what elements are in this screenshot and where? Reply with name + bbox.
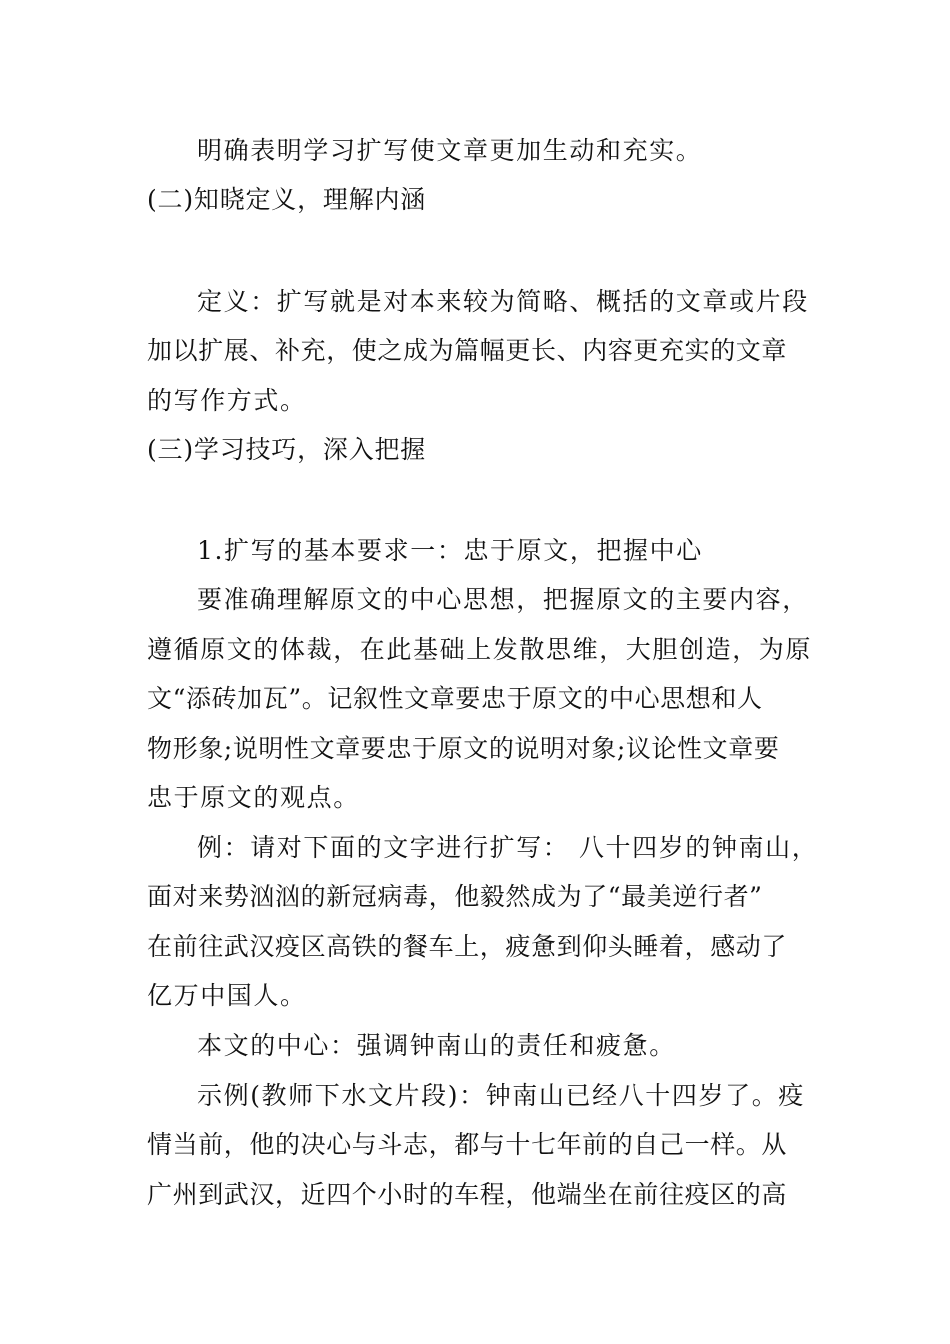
requirement-heading: 1.扩写的基本要求一：忠于原文，把握中心 xyxy=(197,536,703,565)
section-heading-definition: (二)知晓定义，理解内涵 xyxy=(147,185,427,214)
center-statement: 本文的中心：强调钟南山的责任和疲惫。 xyxy=(197,1031,676,1060)
section-heading-techniques: (三)学习技巧，深入把握 xyxy=(147,435,427,464)
requirement-line-1: 要准确理解原文的中心思想，把握原文的主要内容， xyxy=(197,585,809,614)
requirement-line-4: 物形象;说明性文章要忠于原文的说明对象;议论性文章要 xyxy=(147,734,780,763)
sample-line-2: 情当前，他的决心与斗志，都与十七年前的自己一样。从 xyxy=(147,1130,788,1159)
definition-line-2: 加以扩展、补充，使之成为篇幅更长、内容更充实的文章 xyxy=(147,336,788,365)
example-line-3: 在前往武汉疫区高铁的餐车上，疲惫到仰头睡着，感动了 xyxy=(147,932,788,961)
example-line-4: 亿万中国人。 xyxy=(147,981,307,1010)
requirement-line-5: 忠于原文的观点。 xyxy=(147,783,360,812)
definition-line-3: 的写作方式。 xyxy=(147,386,307,415)
text-line-purpose: 明确表明学习扩写使文章更加生动和充实。 xyxy=(197,136,703,165)
example-line-2: 面对来势汹汹的新冠病毒，他毅然成为了“最美逆行者” xyxy=(147,882,763,911)
example-line-1: 例：请对下面的文字进行扩写： 八十四岁的钟南山， xyxy=(197,833,819,862)
requirement-line-3: 文“添砖加瓦”。记叙性文章要忠于原文的中心思想和人 xyxy=(147,684,763,713)
sample-line-1: 示例(教师下水文片段)：钟南山已经八十四岁了。疫 xyxy=(197,1081,805,1110)
requirement-line-2: 遵循原文的体裁，在此基础上发散思维，大胆创造，为原 xyxy=(147,635,813,664)
sample-line-3: 广州到武汉，近四个小时的车程，他端坐在前往疫区的高 xyxy=(147,1180,788,1209)
definition-line-1: 定义：扩写就是对本来较为简略、概括的文章或片段 xyxy=(197,287,809,316)
